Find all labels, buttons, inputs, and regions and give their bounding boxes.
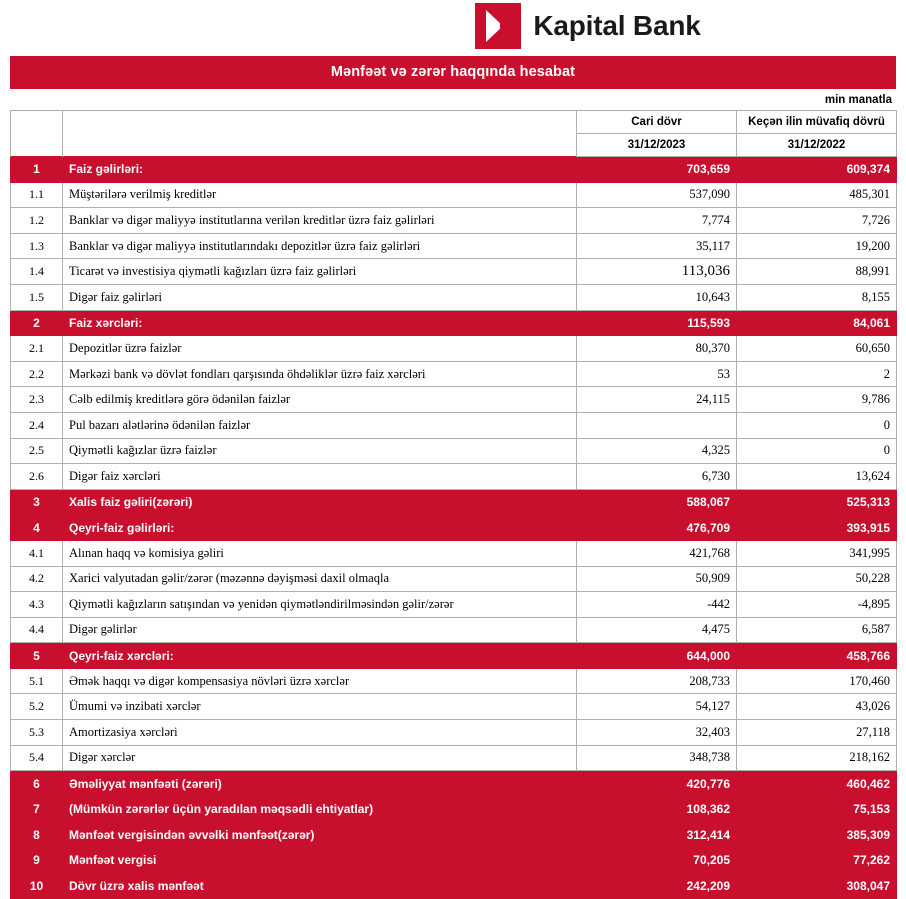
row-value-current: 208,733 bbox=[577, 668, 737, 694]
row-description: Digər faiz xərcləri bbox=[63, 464, 577, 490]
row-value-previous: 7,726 bbox=[737, 208, 897, 234]
table-row bbox=[11, 540, 897, 566]
table-row bbox=[11, 668, 897, 694]
row-description: Xarici valyutadan gəlir/zərər (məzənnə dəyişməsi daxil olmaqla bbox=[63, 566, 577, 592]
row-number: 2.3 bbox=[11, 387, 63, 413]
row-description: Banklar və digər maliyyə institutlarındakı depozitlər üzrə faiz gəlirləri bbox=[63, 233, 577, 259]
row-description: Digər gəlirlər bbox=[63, 617, 577, 643]
row-description: Xalis faiz gəliri(zərəri) bbox=[63, 489, 577, 515]
row-description: Müştərilərə verilmiş kreditlər bbox=[63, 182, 577, 208]
row-value-previous: 27,118 bbox=[737, 720, 897, 746]
row-description: Ümumi və inzibati xərclər bbox=[63, 694, 577, 720]
row-value-previous: 308,047 bbox=[737, 873, 897, 899]
row-description: Cəlb edilmiş kreditlərə görə ödənilən faizlər bbox=[63, 387, 577, 413]
table-row bbox=[11, 259, 897, 285]
row-number: 5 bbox=[11, 643, 63, 669]
brand-name: Kapital Bank bbox=[533, 10, 701, 41]
row-number: 1 bbox=[11, 157, 63, 183]
row-value-current: 348,738 bbox=[577, 745, 737, 771]
table-row bbox=[11, 412, 897, 438]
row-description: Dövr üzrə xalis mənfəət bbox=[63, 873, 577, 899]
row-value-previous: 485,301 bbox=[737, 182, 897, 208]
row-number: 9 bbox=[11, 848, 63, 874]
row-number: 2.2 bbox=[11, 361, 63, 387]
row-value-current: 32,403 bbox=[577, 720, 737, 746]
row-value-current: 588,067 bbox=[577, 489, 737, 515]
row-number: 7 bbox=[11, 796, 63, 822]
row-value-previous: 43,026 bbox=[737, 694, 897, 720]
row-value-current: 113,036 bbox=[577, 259, 737, 285]
row-value-previous: 341,995 bbox=[737, 540, 897, 566]
row-number: 2.5 bbox=[11, 438, 63, 464]
row-value-current: 54,127 bbox=[577, 694, 737, 720]
row-value-previous: 60,650 bbox=[737, 336, 897, 362]
row-number: 5.3 bbox=[11, 720, 63, 746]
table-row bbox=[11, 566, 897, 592]
row-number: 1.1 bbox=[11, 182, 63, 208]
row-value-previous: 50,228 bbox=[737, 566, 897, 592]
table-body bbox=[11, 157, 897, 899]
table-row bbox=[11, 489, 897, 515]
row-number: 4.2 bbox=[11, 566, 63, 592]
row-value-previous: 0 bbox=[737, 438, 897, 464]
row-number: 2.6 bbox=[11, 464, 63, 490]
row-description: Qeyri-faiz gəlirləri: bbox=[63, 515, 577, 541]
row-description: Banklar və digər maliyyə institutlarına verilən kreditlər üzrə faiz gəlirləri bbox=[63, 208, 577, 234]
table-row bbox=[11, 745, 897, 771]
column-header-current-period: Cari dövr bbox=[577, 111, 737, 134]
table-row bbox=[11, 182, 897, 208]
table-row bbox=[11, 617, 897, 643]
logo bbox=[475, 3, 700, 49]
row-number: 1.4 bbox=[11, 259, 63, 285]
row-description: Amortizasiya xərcləri bbox=[63, 720, 577, 746]
row-value-previous: 170,460 bbox=[737, 668, 897, 694]
row-description: Qiymətli kağızların satışından və yenidən qiymətləndirilməsindən gəlir/zərər bbox=[63, 592, 577, 618]
units-note: min manatla bbox=[824, 94, 892, 106]
row-number: 1.5 bbox=[11, 284, 63, 310]
table-row bbox=[11, 361, 897, 387]
row-value-current: 312,414 bbox=[577, 822, 737, 848]
row-value-current: 70,205 bbox=[577, 848, 737, 874]
column-header-no bbox=[11, 111, 63, 157]
row-value-current: 421,768 bbox=[577, 540, 737, 566]
row-value-current: 644,000 bbox=[577, 643, 737, 669]
row-description: Depozitlər üzrə faizlər bbox=[63, 336, 577, 362]
row-description: Digər faiz gəlirləri bbox=[63, 284, 577, 310]
row-value-previous: 525,313 bbox=[737, 489, 897, 515]
row-value-current: 4,475 bbox=[577, 617, 737, 643]
column-header-current-date: 31/12/2023 bbox=[577, 134, 737, 157]
table-row bbox=[11, 796, 897, 822]
row-number: 6 bbox=[11, 771, 63, 797]
row-description: Faiz gəlirləri: bbox=[63, 157, 577, 183]
row-value-current: 115,593 bbox=[577, 310, 737, 336]
table-row bbox=[11, 873, 897, 899]
table-row bbox=[11, 208, 897, 234]
row-number: 5.4 bbox=[11, 745, 63, 771]
row-number: 2.1 bbox=[11, 336, 63, 362]
row-value-previous: 460,462 bbox=[737, 771, 897, 797]
row-value-current: 108,362 bbox=[577, 796, 737, 822]
row-value-previous: 13,624 bbox=[737, 464, 897, 490]
row-description: Mənfəət vergisi bbox=[63, 848, 577, 874]
table-row bbox=[11, 336, 897, 362]
row-description: Alınan haqq və komisiya gəliri bbox=[63, 540, 577, 566]
row-value-current: 703,659 bbox=[577, 157, 737, 183]
row-number: 4 bbox=[11, 515, 63, 541]
row-value-current: 4,325 bbox=[577, 438, 737, 464]
row-value-previous: 84,061 bbox=[737, 310, 897, 336]
row-value-previous: 8,155 bbox=[737, 284, 897, 310]
table-row bbox=[11, 387, 897, 413]
page-title: Mənfəət və zərər haqqında hesabat bbox=[10, 56, 896, 89]
table-row bbox=[11, 592, 897, 618]
table-row bbox=[11, 438, 897, 464]
row-value-previous: 2 bbox=[737, 361, 897, 387]
row-value-current: 7,774 bbox=[577, 208, 737, 234]
row-description: Əməliyyat mənfəəti (zərəri) bbox=[63, 771, 577, 797]
row-number: 1.3 bbox=[11, 233, 63, 259]
table-row bbox=[11, 310, 897, 336]
row-value-current: 420,776 bbox=[577, 771, 737, 797]
row-number: 1.2 bbox=[11, 208, 63, 234]
row-number: 8 bbox=[11, 822, 63, 848]
table-row bbox=[11, 822, 897, 848]
row-value-current: 10,643 bbox=[577, 284, 737, 310]
table-row bbox=[11, 284, 897, 310]
row-value-previous: 393,915 bbox=[737, 515, 897, 541]
row-number: 5.1 bbox=[11, 668, 63, 694]
row-value-previous: 609,374 bbox=[737, 157, 897, 183]
table-row bbox=[11, 643, 897, 669]
row-number: 4.4 bbox=[11, 617, 63, 643]
row-description: Pul bazarı alətlərinə ödənilən faizlər bbox=[63, 412, 577, 438]
table-row bbox=[11, 848, 897, 874]
row-value-previous: 88,991 bbox=[737, 259, 897, 285]
row-number: 5.2 bbox=[11, 694, 63, 720]
row-value-current: 50,909 bbox=[577, 566, 737, 592]
row-value-previous: 0 bbox=[737, 412, 897, 438]
row-value-current: 242,209 bbox=[577, 873, 737, 899]
kapital-bank-logo-icon bbox=[475, 3, 521, 49]
table-row bbox=[11, 464, 897, 490]
row-description: Əmək haqqı və digər kompensasiya növləri üzrə xərclər bbox=[63, 668, 577, 694]
table-row bbox=[11, 694, 897, 720]
brand-header bbox=[0, 0, 906, 52]
row-value-current bbox=[577, 412, 737, 438]
row-value-previous: 9,786 bbox=[737, 387, 897, 413]
row-description: Ticarət və investisiya qiymətli kağızları üzrə faiz gəlirləri bbox=[63, 259, 577, 285]
table-row bbox=[11, 233, 897, 259]
row-number: 4.1 bbox=[11, 540, 63, 566]
table-row bbox=[11, 771, 897, 797]
row-description: Mərkəzi bank və dövlət fondları qarşısında öhdəliklər üzrə faiz xərcləri bbox=[63, 361, 577, 387]
row-value-current: 6,730 bbox=[577, 464, 737, 490]
row-value-previous: 385,309 bbox=[737, 822, 897, 848]
row-value-previous: 19,200 bbox=[737, 233, 897, 259]
row-number: 10 bbox=[11, 873, 63, 899]
table-row bbox=[11, 157, 897, 183]
row-description: Qeyri-faiz xərcləri: bbox=[63, 643, 577, 669]
row-value-current: 476,709 bbox=[577, 515, 737, 541]
table-header bbox=[11, 111, 897, 157]
row-value-previous: 6,587 bbox=[737, 617, 897, 643]
row-value-current: 80,370 bbox=[577, 336, 737, 362]
row-description: Faiz xərcləri: bbox=[63, 310, 577, 336]
column-header-description bbox=[63, 111, 577, 157]
row-value-current: 35,117 bbox=[577, 233, 737, 259]
row-value-current: -442 bbox=[577, 592, 737, 618]
row-description: Digər xərclər bbox=[63, 745, 577, 771]
profit-loss-table bbox=[10, 110, 897, 899]
table-row bbox=[11, 515, 897, 541]
row-value-current: 24,115 bbox=[577, 387, 737, 413]
row-value-previous: 75,153 bbox=[737, 796, 897, 822]
row-value-previous: 458,766 bbox=[737, 643, 897, 669]
table-row bbox=[11, 720, 897, 746]
row-value-current: 537,090 bbox=[577, 182, 737, 208]
row-number: 4.3 bbox=[11, 592, 63, 618]
row-number: 2.4 bbox=[11, 412, 63, 438]
row-value-previous: 218,162 bbox=[737, 745, 897, 771]
row-number: 2 bbox=[11, 310, 63, 336]
row-description: (Mümkün zərərlər üçün yaradılan məqsədli ehtiyatlar) bbox=[63, 796, 577, 822]
row-description: Qiymətli kağızlar üzrə faizlər bbox=[63, 438, 577, 464]
row-number: 3 bbox=[11, 489, 63, 515]
column-header-previous-period: Keçən ilin müvafiq dövrü bbox=[737, 111, 897, 134]
row-description: Mənfəət vergisindən əvvəlki mənfəət(zərər) bbox=[63, 822, 577, 848]
column-header-previous-date: 31/12/2022 bbox=[737, 134, 897, 157]
row-value-current: 53 bbox=[577, 361, 737, 387]
row-value-previous: 77,262 bbox=[737, 848, 897, 874]
row-value-previous: -4,895 bbox=[737, 592, 897, 618]
